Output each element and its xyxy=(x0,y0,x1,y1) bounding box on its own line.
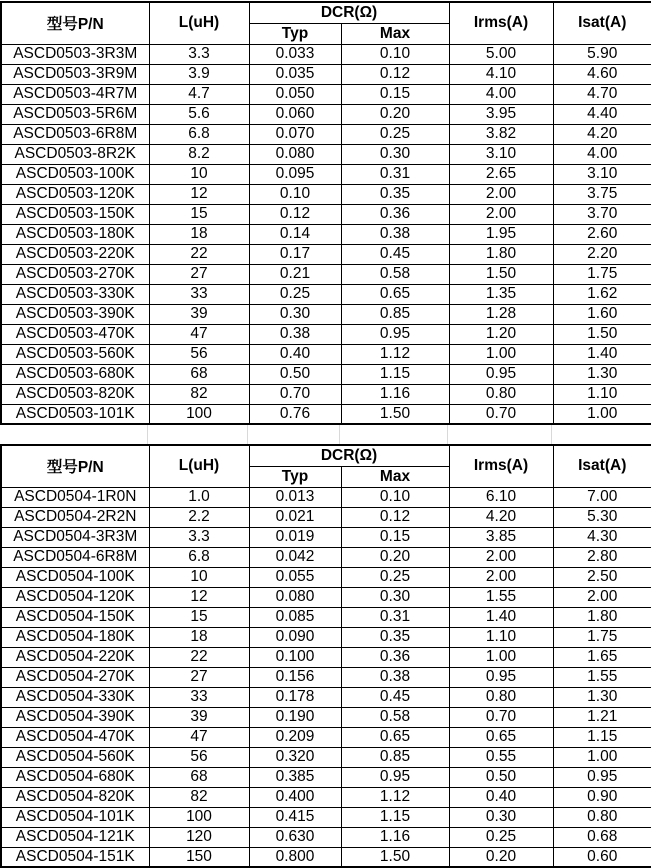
dcr-max-cell: 0.12 xyxy=(341,507,449,527)
table-row xyxy=(1,727,651,747)
inductance-cell: 27 xyxy=(149,264,249,284)
isat-cell: 1.00 xyxy=(553,747,651,767)
part-number-cell: ASCD0503-100K xyxy=(1,164,149,184)
table-row xyxy=(1,144,651,164)
dcr-typ-cell: 0.630 xyxy=(249,827,341,847)
irms-cell: 3.82 xyxy=(449,124,553,144)
isat-cell: 3.70 xyxy=(553,204,651,224)
inductance-header: L(uH) xyxy=(149,445,249,487)
table-row xyxy=(1,667,651,687)
part-number-cell: ASCD0503-3R9M xyxy=(1,64,149,84)
inductance-cell: 18 xyxy=(149,224,249,244)
inductance-cell: 8.2 xyxy=(149,144,249,164)
part-number-cell: ASCD0504-560K xyxy=(1,747,149,767)
inductance-header: L(uH) xyxy=(149,2,249,44)
table-row xyxy=(1,324,651,344)
isat-cell: 2.80 xyxy=(553,547,651,567)
isat-cell: 3.75 xyxy=(553,184,651,204)
dcr-max-cell: 1.16 xyxy=(341,384,449,404)
dcr-max-cell: 1.12 xyxy=(341,787,449,807)
spreadsheet-gridline xyxy=(551,425,552,444)
isat-cell: 1.75 xyxy=(553,264,651,284)
irms-cell: 2.00 xyxy=(449,547,553,567)
irms-cell: 0.25 xyxy=(449,827,553,847)
dcr-max-cell: 0.35 xyxy=(341,627,449,647)
table-row xyxy=(1,344,651,364)
part-number-cell: ASCD0504-270K xyxy=(1,667,149,687)
irms-cell: 3.95 xyxy=(449,104,553,124)
dcr-typ-cell: 0.060 xyxy=(249,104,341,124)
isat-cell: 2.60 xyxy=(553,224,651,244)
dcr-max-cell: 0.65 xyxy=(341,727,449,747)
dcr-max-cell: 0.30 xyxy=(341,587,449,607)
dcr-typ-cell: 0.033 xyxy=(249,44,341,64)
part-number-cell: ASCD0503-820K xyxy=(1,384,149,404)
irms-cell: 0.95 xyxy=(449,364,553,384)
inductance-cell: 4.7 xyxy=(149,84,249,104)
part-number-cell: ASCD0504-470K xyxy=(1,727,149,747)
isat-cell: 7.00 xyxy=(553,487,651,507)
isat-cell: 2.50 xyxy=(553,567,651,587)
table-row xyxy=(1,547,651,567)
isat-cell: 1.65 xyxy=(553,647,651,667)
irms-cell: 1.40 xyxy=(449,607,553,627)
isat-cell: 4.70 xyxy=(553,84,651,104)
dcr-typ-cell: 0.320 xyxy=(249,747,341,767)
dcr-typ-cell: 0.209 xyxy=(249,727,341,747)
dcr-max-cell: 0.36 xyxy=(341,647,449,667)
spec-table-ascd0504 xyxy=(0,444,651,868)
dcr-typ-cell: 0.042 xyxy=(249,547,341,567)
dcr-typ-cell: 0.178 xyxy=(249,687,341,707)
table-row xyxy=(1,404,651,424)
inductance-cell: 3.3 xyxy=(149,44,249,64)
inductance-cell: 6.8 xyxy=(149,124,249,144)
table-row xyxy=(1,787,651,807)
irms-cell: 0.80 xyxy=(449,687,553,707)
isat-cell: 0.80 xyxy=(553,807,651,827)
dcr-max-cell: 0.95 xyxy=(341,767,449,787)
part-number-cell: ASCD0504-150K xyxy=(1,607,149,627)
inductance-cell: 2.2 xyxy=(149,507,249,527)
table-row xyxy=(1,104,651,124)
inductance-cell: 33 xyxy=(149,284,249,304)
table-row xyxy=(1,747,651,767)
isat-cell: 5.90 xyxy=(553,44,651,64)
irms-cell: 0.80 xyxy=(449,384,553,404)
irms-cell: 2.00 xyxy=(449,204,553,224)
dcr-max-cell: 1.15 xyxy=(341,364,449,384)
isat-cell: 1.10 xyxy=(553,384,651,404)
irms-cell: 3.85 xyxy=(449,527,553,547)
part-number-cell: ASCD0504-100K xyxy=(1,567,149,587)
part-number-cell: ASCD0504-1R0N xyxy=(1,487,149,507)
spreadsheet-gridline xyxy=(247,425,248,444)
table-row xyxy=(1,264,651,284)
inductance-cell: 68 xyxy=(149,767,249,787)
irms-cell: 3.10 xyxy=(449,144,553,164)
inductance-cell: 5.6 xyxy=(149,104,249,124)
dcr-typ-cell: 0.085 xyxy=(249,607,341,627)
dcr-max-cell: 0.58 xyxy=(341,707,449,727)
table-row xyxy=(1,807,651,827)
part-number-cell: ASCD0504-3R3M xyxy=(1,527,149,547)
inductance-cell: 47 xyxy=(149,324,249,344)
irms-cell: 0.40 xyxy=(449,787,553,807)
table-row xyxy=(1,587,651,607)
irms-cell: 0.30 xyxy=(449,807,553,827)
isat-cell: 1.80 xyxy=(553,607,651,627)
irms-cell: 0.55 xyxy=(449,747,553,767)
table-row xyxy=(1,607,651,627)
part-number-cell: ASCD0504-101K xyxy=(1,807,149,827)
dcr-typ-cell: 0.080 xyxy=(249,144,341,164)
part-number-cell: ASCD0503-8R2K xyxy=(1,144,149,164)
table-row xyxy=(1,84,651,104)
irms-cell: 2.00 xyxy=(449,567,553,587)
table-row xyxy=(1,567,651,587)
dcr-max-cell: 1.12 xyxy=(341,344,449,364)
irms-cell: 0.50 xyxy=(449,767,553,787)
part-number-cell: ASCD0504-680K xyxy=(1,767,149,787)
isat-cell: 1.00 xyxy=(553,404,651,424)
dcr-max-cell: 0.31 xyxy=(341,164,449,184)
isat-cell: 3.10 xyxy=(553,164,651,184)
table-row xyxy=(1,284,651,304)
dcr-typ-cell: 0.415 xyxy=(249,807,341,827)
dcr-max-cell: 0.15 xyxy=(341,527,449,547)
isat-cell: 1.15 xyxy=(553,727,651,747)
dcr-typ-cell: 0.40 xyxy=(249,344,341,364)
table-row xyxy=(1,687,651,707)
inductance-cell: 1.0 xyxy=(149,487,249,507)
irms-cell: 1.28 xyxy=(449,304,553,324)
inductance-cell: 22 xyxy=(149,647,249,667)
dcr-max-cell: 0.31 xyxy=(341,607,449,627)
dcr-max-cell: 0.25 xyxy=(341,124,449,144)
dcr-max-cell: 1.15 xyxy=(341,807,449,827)
isat-cell: 1.30 xyxy=(553,364,651,384)
inductance-cell: 6.8 xyxy=(149,547,249,567)
isat-cell: 4.40 xyxy=(553,104,651,124)
part-number-cell: ASCD0503-150K xyxy=(1,204,149,224)
inductance-cell: 15 xyxy=(149,204,249,224)
irms-cell: 6.10 xyxy=(449,487,553,507)
isat-cell: 1.62 xyxy=(553,284,651,304)
dcr-max-cell: 0.10 xyxy=(341,44,449,64)
dcr-max-cell: 0.85 xyxy=(341,304,449,324)
dcr-max-header: Max xyxy=(341,466,449,487)
dcr-max-cell: 1.50 xyxy=(341,404,449,424)
irms-cell: 0.70 xyxy=(449,707,553,727)
part-number-cell: ASCD0504-180K xyxy=(1,627,149,647)
part-number-cell: ASCD0503-120K xyxy=(1,184,149,204)
irms-cell: 2.00 xyxy=(449,184,553,204)
part-number-cell: ASCD0504-220K xyxy=(1,647,149,667)
isat-cell: 0.60 xyxy=(553,847,651,867)
irms-cell: 1.20 xyxy=(449,324,553,344)
isat-cell: 1.60 xyxy=(553,304,651,324)
part-number-cell: ASCD0503-180K xyxy=(1,224,149,244)
part-number-cell: ASCD0504-121K xyxy=(1,827,149,847)
dcr-typ-cell: 0.070 xyxy=(249,124,341,144)
table-row xyxy=(1,124,651,144)
dcr-typ-cell: 0.080 xyxy=(249,587,341,607)
dcr-typ-cell: 0.055 xyxy=(249,567,341,587)
isat-cell: 4.00 xyxy=(553,144,651,164)
dcr-typ-cell: 0.035 xyxy=(249,64,341,84)
table-row xyxy=(1,44,651,64)
table-row xyxy=(1,224,651,244)
dcr-max-cell: 0.95 xyxy=(341,324,449,344)
part-number-cell: ASCD0503-270K xyxy=(1,264,149,284)
part-number-cell: ASCD0503-330K xyxy=(1,284,149,304)
part-number-cell: ASCD0504-330K xyxy=(1,687,149,707)
table-row xyxy=(1,827,651,847)
isat-header: Isat(A) xyxy=(553,445,651,487)
part-number-cell: ASCD0503-101K xyxy=(1,404,149,424)
inductance-cell: 33 xyxy=(149,687,249,707)
inductance-cell: 3.9 xyxy=(149,64,249,84)
part-number-cell: ASCD0503-3R3M xyxy=(1,44,149,64)
spreadsheet-gridline xyxy=(147,425,148,444)
part-number-cell: ASCD0503-6R8M xyxy=(1,124,149,144)
dcr-max-cell: 0.45 xyxy=(341,687,449,707)
irms-cell: 1.55 xyxy=(449,587,553,607)
isat-cell: 4.60 xyxy=(553,64,651,84)
table-row xyxy=(1,487,651,507)
isat-cell: 5.30 xyxy=(553,507,651,527)
dcr-max-cell: 0.25 xyxy=(341,567,449,587)
table-row xyxy=(1,304,651,324)
part-number-cell: ASCD0504-120K xyxy=(1,587,149,607)
irms-cell: 1.95 xyxy=(449,224,553,244)
part-number-cell: ASCD0504-820K xyxy=(1,787,149,807)
dcr-max-cell: 0.45 xyxy=(341,244,449,264)
dcr-max-cell: 0.38 xyxy=(341,224,449,244)
inductance-cell: 39 xyxy=(149,707,249,727)
dcr-typ-cell: 0.30 xyxy=(249,304,341,324)
part-number-cell: ASCD0503-470K xyxy=(1,324,149,344)
dcr-typ-cell: 0.17 xyxy=(249,244,341,264)
dcr-typ-cell: 0.38 xyxy=(249,324,341,344)
dcr-max-cell: 0.10 xyxy=(341,487,449,507)
isat-cell: 0.95 xyxy=(553,767,651,787)
part-number-cell: ASCD0503-4R7M xyxy=(1,84,149,104)
dcr-typ-cell: 0.10 xyxy=(249,184,341,204)
part-number-header: 型号P/N xyxy=(1,445,149,487)
part-number-cell: ASCD0504-6R8M xyxy=(1,547,149,567)
dcr-max-cell: 0.35 xyxy=(341,184,449,204)
inductance-cell: 120 xyxy=(149,827,249,847)
dcr-max-cell: 0.30 xyxy=(341,144,449,164)
spreadsheet-gridline xyxy=(447,425,448,444)
dcr-max-cell: 1.16 xyxy=(341,827,449,847)
irms-cell: 4.00 xyxy=(449,84,553,104)
inductance-cell: 10 xyxy=(149,567,249,587)
dcr-max-cell: 0.38 xyxy=(341,667,449,687)
table-row xyxy=(1,164,651,184)
isat-cell: 1.75 xyxy=(553,627,651,647)
inductance-cell: 56 xyxy=(149,344,249,364)
part-number-cell: ASCD0503-390K xyxy=(1,304,149,324)
part-number-cell: ASCD0503-5R6M xyxy=(1,104,149,124)
inductance-cell: 15 xyxy=(149,607,249,627)
table-row xyxy=(1,707,651,727)
table-row xyxy=(1,364,651,384)
part-number-cell: ASCD0504-390K xyxy=(1,707,149,727)
isat-cell: 2.20 xyxy=(553,244,651,264)
dcr-typ-cell: 0.095 xyxy=(249,164,341,184)
dcr-typ-cell: 0.100 xyxy=(249,647,341,667)
irms-cell: 1.80 xyxy=(449,244,553,264)
dcr-max-cell: 0.12 xyxy=(341,64,449,84)
dcr-typ-cell: 0.050 xyxy=(249,84,341,104)
isat-cell: 1.40 xyxy=(553,344,651,364)
dcr-max-cell: 0.15 xyxy=(341,84,449,104)
inductance-cell: 12 xyxy=(149,587,249,607)
table-row xyxy=(1,204,651,224)
table-row xyxy=(1,184,651,204)
table-row xyxy=(1,64,651,84)
inductance-cell: 27 xyxy=(149,667,249,687)
dcr-max-header: Max xyxy=(341,23,449,44)
irms-cell: 0.65 xyxy=(449,727,553,747)
irms-cell: 4.10 xyxy=(449,64,553,84)
dcr-typ-cell: 0.800 xyxy=(249,847,341,867)
part-number-header: 型号P/N xyxy=(1,2,149,44)
dcr-typ-header: Typ xyxy=(249,466,341,487)
dcr-typ-cell: 0.21 xyxy=(249,264,341,284)
isat-cell: 4.20 xyxy=(553,124,651,144)
dcr-typ-header: Typ xyxy=(249,23,341,44)
irms-cell: 0.20 xyxy=(449,847,553,867)
dcr-max-cell: 0.20 xyxy=(341,104,449,124)
dcr-max-cell: 0.58 xyxy=(341,264,449,284)
inductance-cell: 18 xyxy=(149,627,249,647)
dcr-typ-cell: 0.385 xyxy=(249,767,341,787)
dcr-header: DCR(Ω) xyxy=(249,445,449,466)
isat-cell: 1.21 xyxy=(553,707,651,727)
inductance-cell: 100 xyxy=(149,807,249,827)
irms-cell: 0.95 xyxy=(449,667,553,687)
table-row xyxy=(1,847,651,867)
table-gap xyxy=(0,425,651,444)
irms-header: Irms(A) xyxy=(449,445,553,487)
spreadsheet-gridline xyxy=(339,425,340,444)
inductance-cell: 56 xyxy=(149,747,249,767)
dcr-typ-cell: 0.156 xyxy=(249,667,341,687)
spec-table-ascd0503 xyxy=(0,1,651,425)
inductance-cell: 150 xyxy=(149,847,249,867)
irms-cell: 2.65 xyxy=(449,164,553,184)
dcr-typ-cell: 0.190 xyxy=(249,707,341,727)
dcr-typ-cell: 0.70 xyxy=(249,384,341,404)
inductance-cell: 39 xyxy=(149,304,249,324)
inductance-cell: 22 xyxy=(149,244,249,264)
inductance-cell: 82 xyxy=(149,787,249,807)
part-number-cell: ASCD0504-151K xyxy=(1,847,149,867)
isat-cell: 1.55 xyxy=(553,667,651,687)
part-number-cell: ASCD0503-560K xyxy=(1,344,149,364)
dcr-typ-cell: 0.013 xyxy=(249,487,341,507)
dcr-typ-cell: 0.021 xyxy=(249,507,341,527)
isat-header: Isat(A) xyxy=(553,2,651,44)
irms-cell: 4.20 xyxy=(449,507,553,527)
table-row xyxy=(1,384,651,404)
dcr-typ-cell: 0.76 xyxy=(249,404,341,424)
inductance-cell: 100 xyxy=(149,404,249,424)
irms-cell: 1.50 xyxy=(449,264,553,284)
part-number-cell: ASCD0503-220K xyxy=(1,244,149,264)
irms-cell: 0.70 xyxy=(449,404,553,424)
dcr-max-cell: 1.50 xyxy=(341,847,449,867)
table-row xyxy=(1,507,651,527)
dcr-typ-cell: 0.400 xyxy=(249,787,341,807)
inductance-cell: 47 xyxy=(149,727,249,747)
dcr-max-cell: 0.85 xyxy=(341,747,449,767)
isat-cell: 1.30 xyxy=(553,687,651,707)
part-number-cell: ASCD0504-2R2N xyxy=(1,507,149,527)
inductance-cell: 82 xyxy=(149,384,249,404)
dcr-typ-cell: 0.25 xyxy=(249,284,341,304)
dcr-typ-cell: 0.50 xyxy=(249,364,341,384)
irms-cell: 1.00 xyxy=(449,344,553,364)
dcr-header: DCR(Ω) xyxy=(249,2,449,23)
table-row xyxy=(1,244,651,264)
inductance-cell: 12 xyxy=(149,184,249,204)
table-row xyxy=(1,647,651,667)
isat-cell: 4.30 xyxy=(553,527,651,547)
dcr-typ-cell: 0.090 xyxy=(249,627,341,647)
inductance-cell: 10 xyxy=(149,164,249,184)
irms-header: Irms(A) xyxy=(449,2,553,44)
irms-cell: 5.00 xyxy=(449,44,553,64)
irms-cell: 1.10 xyxy=(449,627,553,647)
dcr-typ-cell: 0.14 xyxy=(249,224,341,244)
table-header xyxy=(1,445,651,487)
table-row xyxy=(1,527,651,547)
isat-cell: 0.68 xyxy=(553,827,651,847)
irms-cell: 1.00 xyxy=(449,647,553,667)
dcr-max-cell: 0.36 xyxy=(341,204,449,224)
part-number-cell: ASCD0503-680K xyxy=(1,364,149,384)
dcr-max-cell: 0.20 xyxy=(341,547,449,567)
inductance-cell: 68 xyxy=(149,364,249,384)
dcr-max-cell: 0.65 xyxy=(341,284,449,304)
dcr-typ-cell: 0.019 xyxy=(249,527,341,547)
isat-cell: 0.90 xyxy=(553,787,651,807)
inductance-cell: 3.3 xyxy=(149,527,249,547)
table-row xyxy=(1,627,651,647)
table-row xyxy=(1,767,651,787)
table-header xyxy=(1,2,651,44)
dcr-typ-cell: 0.12 xyxy=(249,204,341,224)
isat-cell: 2.00 xyxy=(553,587,651,607)
isat-cell: 1.50 xyxy=(553,324,651,344)
irms-cell: 1.35 xyxy=(449,284,553,304)
